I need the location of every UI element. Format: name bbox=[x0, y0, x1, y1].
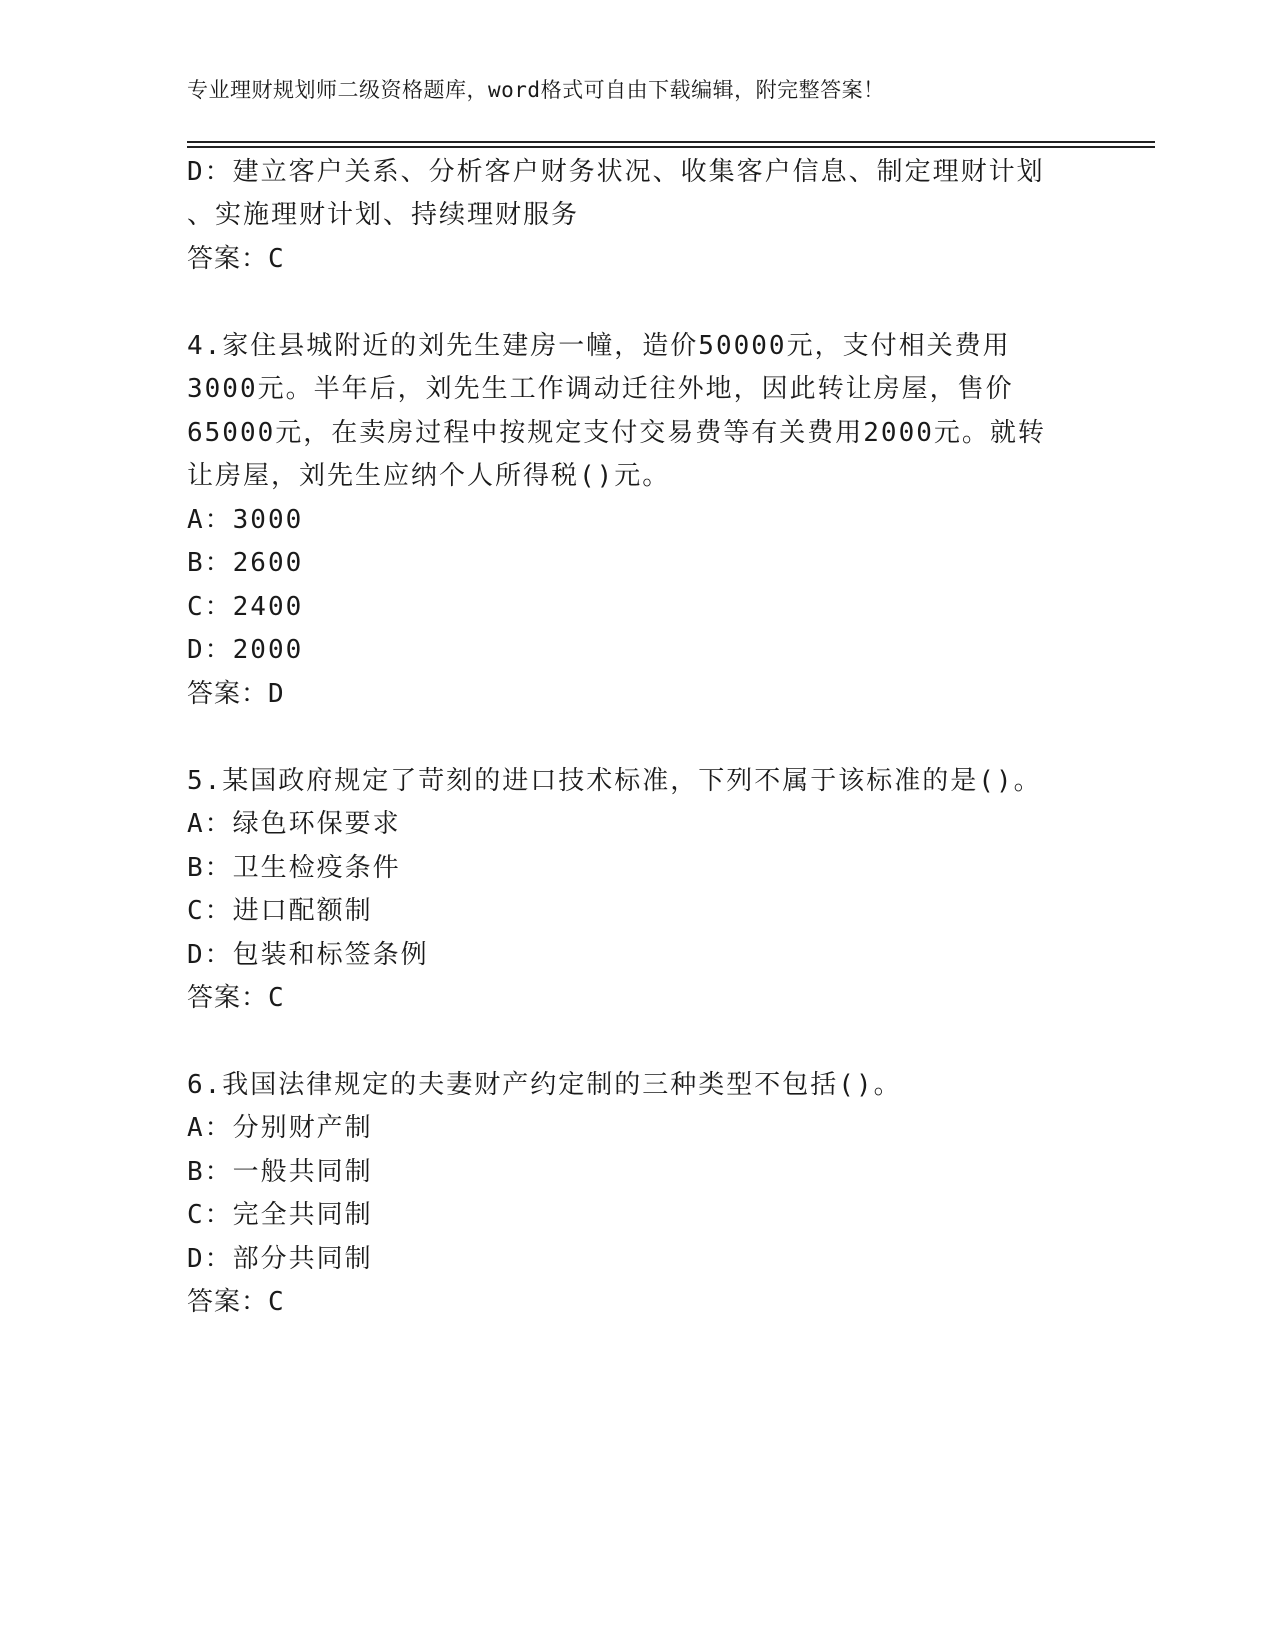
page-header: 专业理财规划师二级资格题库，word格式可自由下载编辑，附完整答案！ bbox=[187, 78, 885, 102]
header-rule-bottom bbox=[187, 146, 1155, 148]
q6-option-d: D：部分共同制 bbox=[187, 1244, 373, 1274]
q4-option-a: A：3000 bbox=[187, 505, 304, 535]
q5-option-a: A：绿色环保要求 bbox=[187, 809, 401, 839]
q6-option-c: C：完全共同制 bbox=[187, 1200, 373, 1230]
q6-option-b: B：一般共同制 bbox=[187, 1157, 373, 1187]
q4-option-d: D：2000 bbox=[187, 635, 304, 665]
q3-option-d-line1: D：建立客户关系、分析客户财务状况、收集客户信息、制定理财计划 bbox=[187, 157, 1045, 187]
q4-option-b: B：2600 bbox=[187, 548, 304, 578]
q4-stem-line3: 65000元，在卖房过程中按规定支付交易费等有关费用2000元。就转 bbox=[187, 418, 1046, 448]
q5-option-c: C：进口配额制 bbox=[187, 896, 373, 926]
q5-answer: 答案：C bbox=[187, 983, 285, 1013]
q4-option-c: C：2400 bbox=[187, 592, 304, 622]
q5-option-b: B：卫生检疫条件 bbox=[187, 853, 401, 883]
q4-stem-line2: 3000元。半年后，刘先生工作调动迁往外地，因此转让房屋，售价 bbox=[187, 374, 1014, 404]
q5-stem: 5.某国政府规定了苛刻的进口技术标准，下列不属于该标准的是()。 bbox=[187, 766, 1042, 796]
q6-stem: 6.我国法律规定的夫妻财产约定制的三种类型不包括()。 bbox=[187, 1070, 902, 1100]
q4-stem-line1: 4.家住县城附近的刘先生建房一幢，造价50000元，支付相关费用 bbox=[187, 331, 1011, 361]
q3-option-d-line2: 、实施理财计划、持续理财服务 bbox=[187, 200, 580, 230]
q4-answer: 答案：D bbox=[187, 679, 285, 709]
q6-answer: 答案：C bbox=[187, 1287, 285, 1317]
q4-stem-line4: 让房屋，刘先生应纳个人所得税()元。 bbox=[187, 461, 671, 491]
header-rule-top bbox=[187, 141, 1155, 143]
q6-option-a: A：分别财产制 bbox=[187, 1113, 373, 1143]
q5-option-d: D：包装和标签条例 bbox=[187, 940, 429, 970]
q3-answer: 答案：C bbox=[187, 244, 285, 274]
